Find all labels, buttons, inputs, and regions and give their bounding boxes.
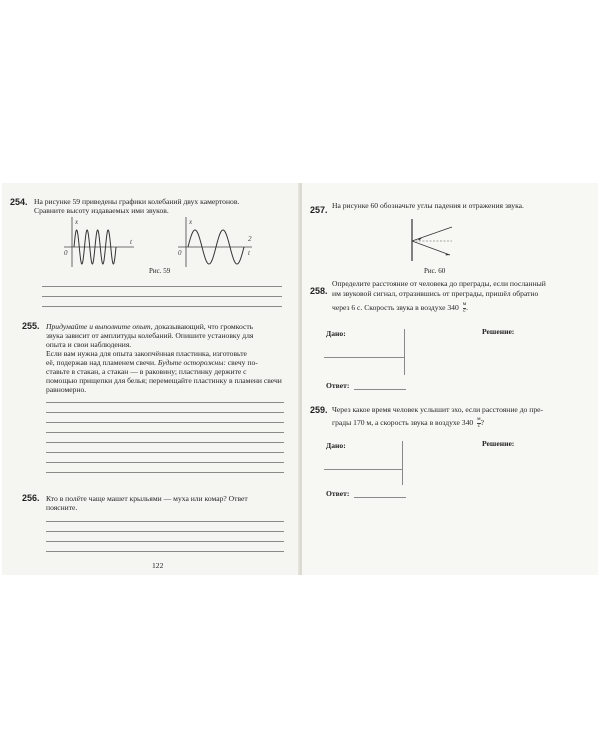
question-number-254: 254. — [10, 197, 28, 207]
graph2-y-label: x — [189, 218, 193, 226]
question-number-259: 259. — [310, 405, 328, 415]
q255-line1-italic: Придумайте и выполните опыт, — [46, 322, 153, 331]
answer-line — [42, 296, 282, 297]
graph-2 — [178, 217, 252, 267]
q258-divider — [404, 329, 405, 375]
fig60-caption: Рис. 60 — [424, 267, 446, 275]
answer-line — [46, 412, 284, 413]
q259-line1: Через какое время человек услышит эхо, если расстояние до пре- — [332, 405, 544, 414]
answer-line — [46, 422, 284, 423]
q259-line2 — [332, 417, 484, 429]
q255-line5-start: её, подержав над пламенем свечи. — [46, 358, 156, 367]
q255-line7: помощью прищепки для белья; перемещайте пластинку в пламени свечи равномерно. — [46, 376, 282, 395]
graph-1 — [64, 217, 134, 267]
reflection-diagram-fig60 — [402, 217, 462, 263]
q256-line1: Кто в полёте чаще машет крыльями — муха или комар? Ответ — [46, 494, 248, 503]
unit-numerator: м — [477, 416, 481, 422]
q259-answer-label: Ответ: — [326, 489, 350, 498]
q254-line1: На рисунке 59 приведены графики колебаний двух камертонов. — [34, 197, 240, 206]
graph2-x-label: t — [248, 249, 250, 257]
q258-answer-line — [354, 389, 406, 390]
graph1-y-label: x — [75, 218, 79, 226]
q255-line5 — [46, 358, 258, 367]
q258-given-underline — [324, 357, 404, 358]
q259-answer-line — [354, 497, 406, 498]
q255-line1 — [46, 322, 253, 331]
answer-line — [46, 462, 284, 463]
answer-line — [46, 531, 284, 532]
incident-ray — [412, 227, 452, 241]
answer-line — [46, 402, 284, 403]
q258-line2: им звуковой сигнал, отразившись от преграды, пришёл обратно — [332, 289, 539, 298]
question-number-256: 256. — [22, 493, 40, 503]
answer-line — [46, 521, 284, 522]
answer-line — [46, 452, 284, 453]
question-number-258: 258. — [310, 286, 328, 296]
answer-line — [46, 551, 284, 552]
left-page — [2, 183, 300, 575]
q255-line4: Если вам нужна для опыта закопчённая пластинка, изготовьте — [46, 349, 247, 358]
q258-line1: Определите расстояние от человека до преграды, если посланный — [332, 279, 546, 288]
q258-line3-text: через 6 с. Скорость звука в воздухе 340 — [332, 302, 459, 312]
graph2-tick: 2 — [248, 235, 252, 243]
q258-answer-label: Ответ: — [326, 381, 350, 390]
q259-given-underline — [324, 469, 402, 470]
question-number-255: 255. — [22, 321, 40, 331]
q255-line2: звука зависит от амплитуды колебаний. Опишите установку для — [46, 331, 254, 340]
graph1-origin: 0 — [64, 249, 68, 257]
unit-numerator: м — [462, 301, 467, 307]
unit-denominator: с — [463, 307, 466, 314]
q259-line2-text: грады 170 м, а скорость звука в воздухе 340 — [332, 417, 474, 427]
textbook-spread — [2, 183, 598, 575]
q258-given-label: Дано: — [326, 329, 346, 338]
q259-line2-qmark: ? — [480, 417, 484, 427]
q255-line6: ставьте в стакан, а стакан — в раковину; пластинку держите с — [46, 367, 247, 376]
answer-line — [42, 286, 282, 287]
q255-line3: опыта и свои наблюдения. — [46, 340, 132, 349]
graph1-x-label: t — [130, 238, 132, 246]
q255-line5-rest: свечу по- — [225, 358, 258, 367]
q256-line2: поясните. — [46, 503, 78, 512]
q259-solution-label: Решение: — [482, 439, 515, 448]
reflected-ray — [412, 241, 450, 255]
q259-divider — [402, 441, 403, 485]
answer-line — [46, 541, 284, 542]
unit-denominator: с — [477, 422, 481, 429]
answer-line — [46, 432, 284, 433]
answer-line — [46, 472, 284, 473]
q257-text: На рисунке 60 обозначьте углы падения и отражения звука. — [332, 201, 524, 210]
right-page — [302, 183, 598, 575]
q258-solution-label: Решение: — [482, 327, 515, 336]
q258-line3 — [332, 302, 468, 314]
q254-line2: Сравните высоту издаваемых ими звуков. — [34, 206, 169, 215]
question-number-257: 257. — [310, 205, 328, 215]
graph2-origin: 0 — [178, 249, 182, 257]
q259-given-label: Дано: — [326, 441, 346, 450]
q255-line1-rest: доказывающий, что громкость — [152, 322, 254, 331]
fig59-caption: Рис. 59 — [149, 267, 171, 275]
q255-line5-italic: Будьте осторожны: — [155, 358, 226, 367]
answer-line — [42, 306, 282, 307]
answer-line — [46, 442, 284, 443]
q258-line3-dot: . — [466, 302, 469, 312]
page-number: 122 — [152, 561, 164, 570]
